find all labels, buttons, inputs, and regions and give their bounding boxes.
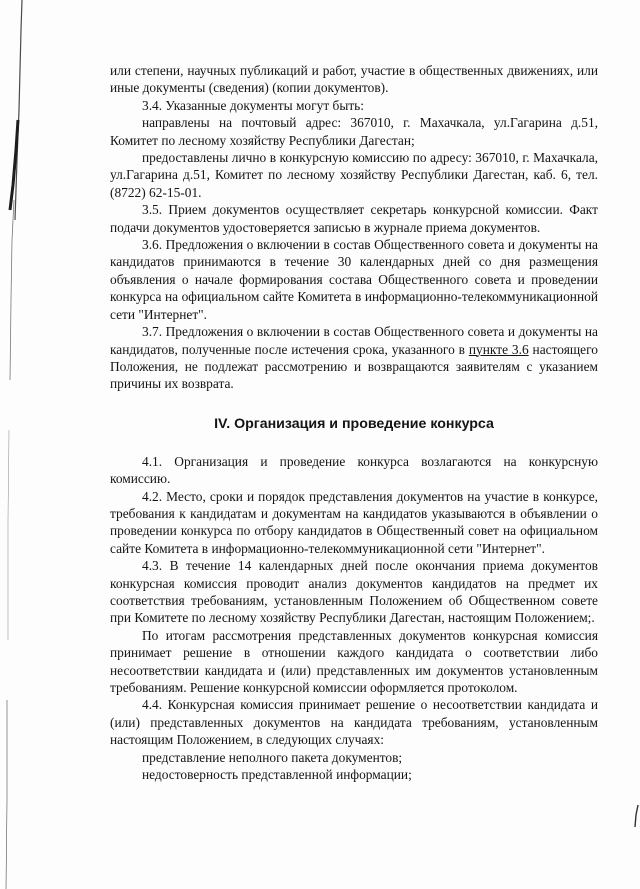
paragraph-3-4-mail: направлены на почтовый адрес: 367010, г. Махачкала, ул.Гагарина д.51, Комитет по лесному хозяйству Республики Дагестан; [110, 115, 598, 148]
paragraph-3-7 [110, 323, 598, 393]
list-item-incomplete-package: представление неполного пакета документов; [142, 749, 403, 765]
paragraph-3-7-end: настоящего Положения, не подлежат рассмотрению и возвращаются заявителям с указанием причины их возврата. [110, 341, 598, 392]
paragraph-3-7-start: 3.7. Предложения о включении в состав Общественного совета и документы на кандидатов, полученные после истечения срока, указанного в [110, 324, 598, 357]
paragraph-4-3: 4.3. В течение 14 календарных дней после окончания приема документов конкурсная комиссия проводит анализ документов кандидатов на предмет их соответствия требованиям, установленным Положением об Общественном совете при Комитете по лесному хозяйству Республики Дагестан, настоящим Положением;. [110, 558, 598, 626]
paragraph-3-5: 3.5. Прием документов осуществляет секретарь конкурсной комиссии. Факт подачи документов удостоверяется записью в журнале приема документов. [110, 202, 598, 235]
scan-edge-mark [0, 0, 40, 889]
paragraph-3-4-in-person: предоставлены лично в конкурсную комиссию по адресу: 367010, г. Махачкала, ул.Гагарина д.51, Комитет по лесному хозяйству Республики Дагестан, каб. 6, тел. (8722) 62-15-01. [110, 150, 598, 200]
paragraph-continuation: или степени, научных публикаций и работ, участие в общественных движениях, или иные документы (сведения) (копии документов). [110, 63, 598, 96]
paragraph-3-6: 3.6. Предложения о включении в состав Общественного совета и документы на кандидатов принимаются в течение 30 календарных дней со дня размещения объявления о начале формирования состава Общественного совета и проведении конкурса на официальном сайте Комитета в информационно-телекоммуникационной сети "Интернет". [110, 237, 598, 322]
clause-reference-link[interactable]: пункте 3.6 [468, 341, 529, 357]
section-heading: IV. Организация и проведение конкурса [214, 415, 494, 432]
list-item-false-information: недостоверность представленной информации; [142, 767, 412, 783]
document-body [110, 62, 598, 783]
paragraph-4-2: 4.2. Место, сроки и порядок представления документов на участие в конкурсе, требования к кандидатам и документам на кандидатов указываются в объявлении о проведении конкурса по отбору кандидатов в Общественный совет на официальном сайте Комитета в информационно-телекоммуникационной сети "Интернет". [110, 488, 598, 556]
paragraph-4-3-results: По итогам рассмотрения представленных документов конкурсная комиссия принимает решение в отношении каждого кандидата о соответствии либо несоответствии кандидата и (или) представленных им документов установленным требованиям. Решение конкурсной комиссии оформляется протоколом. [110, 627, 598, 695]
paragraph-4-4: 4.4. Конкурсная комиссия принимает решение о несоответствии кандидата и (или) представленных документов на кандидата требованиям, установленным настоящим Положением, в следующих случаях: [110, 697, 598, 748]
paragraph-3-4: 3.4. Указанные документы могут быть: [142, 97, 365, 113]
scan-corner-mark [628, 805, 640, 835]
paragraph-4-1: 4.1. Организация и проведение конкурса возлагаются на конкурсную комиссию. [110, 453, 598, 487]
